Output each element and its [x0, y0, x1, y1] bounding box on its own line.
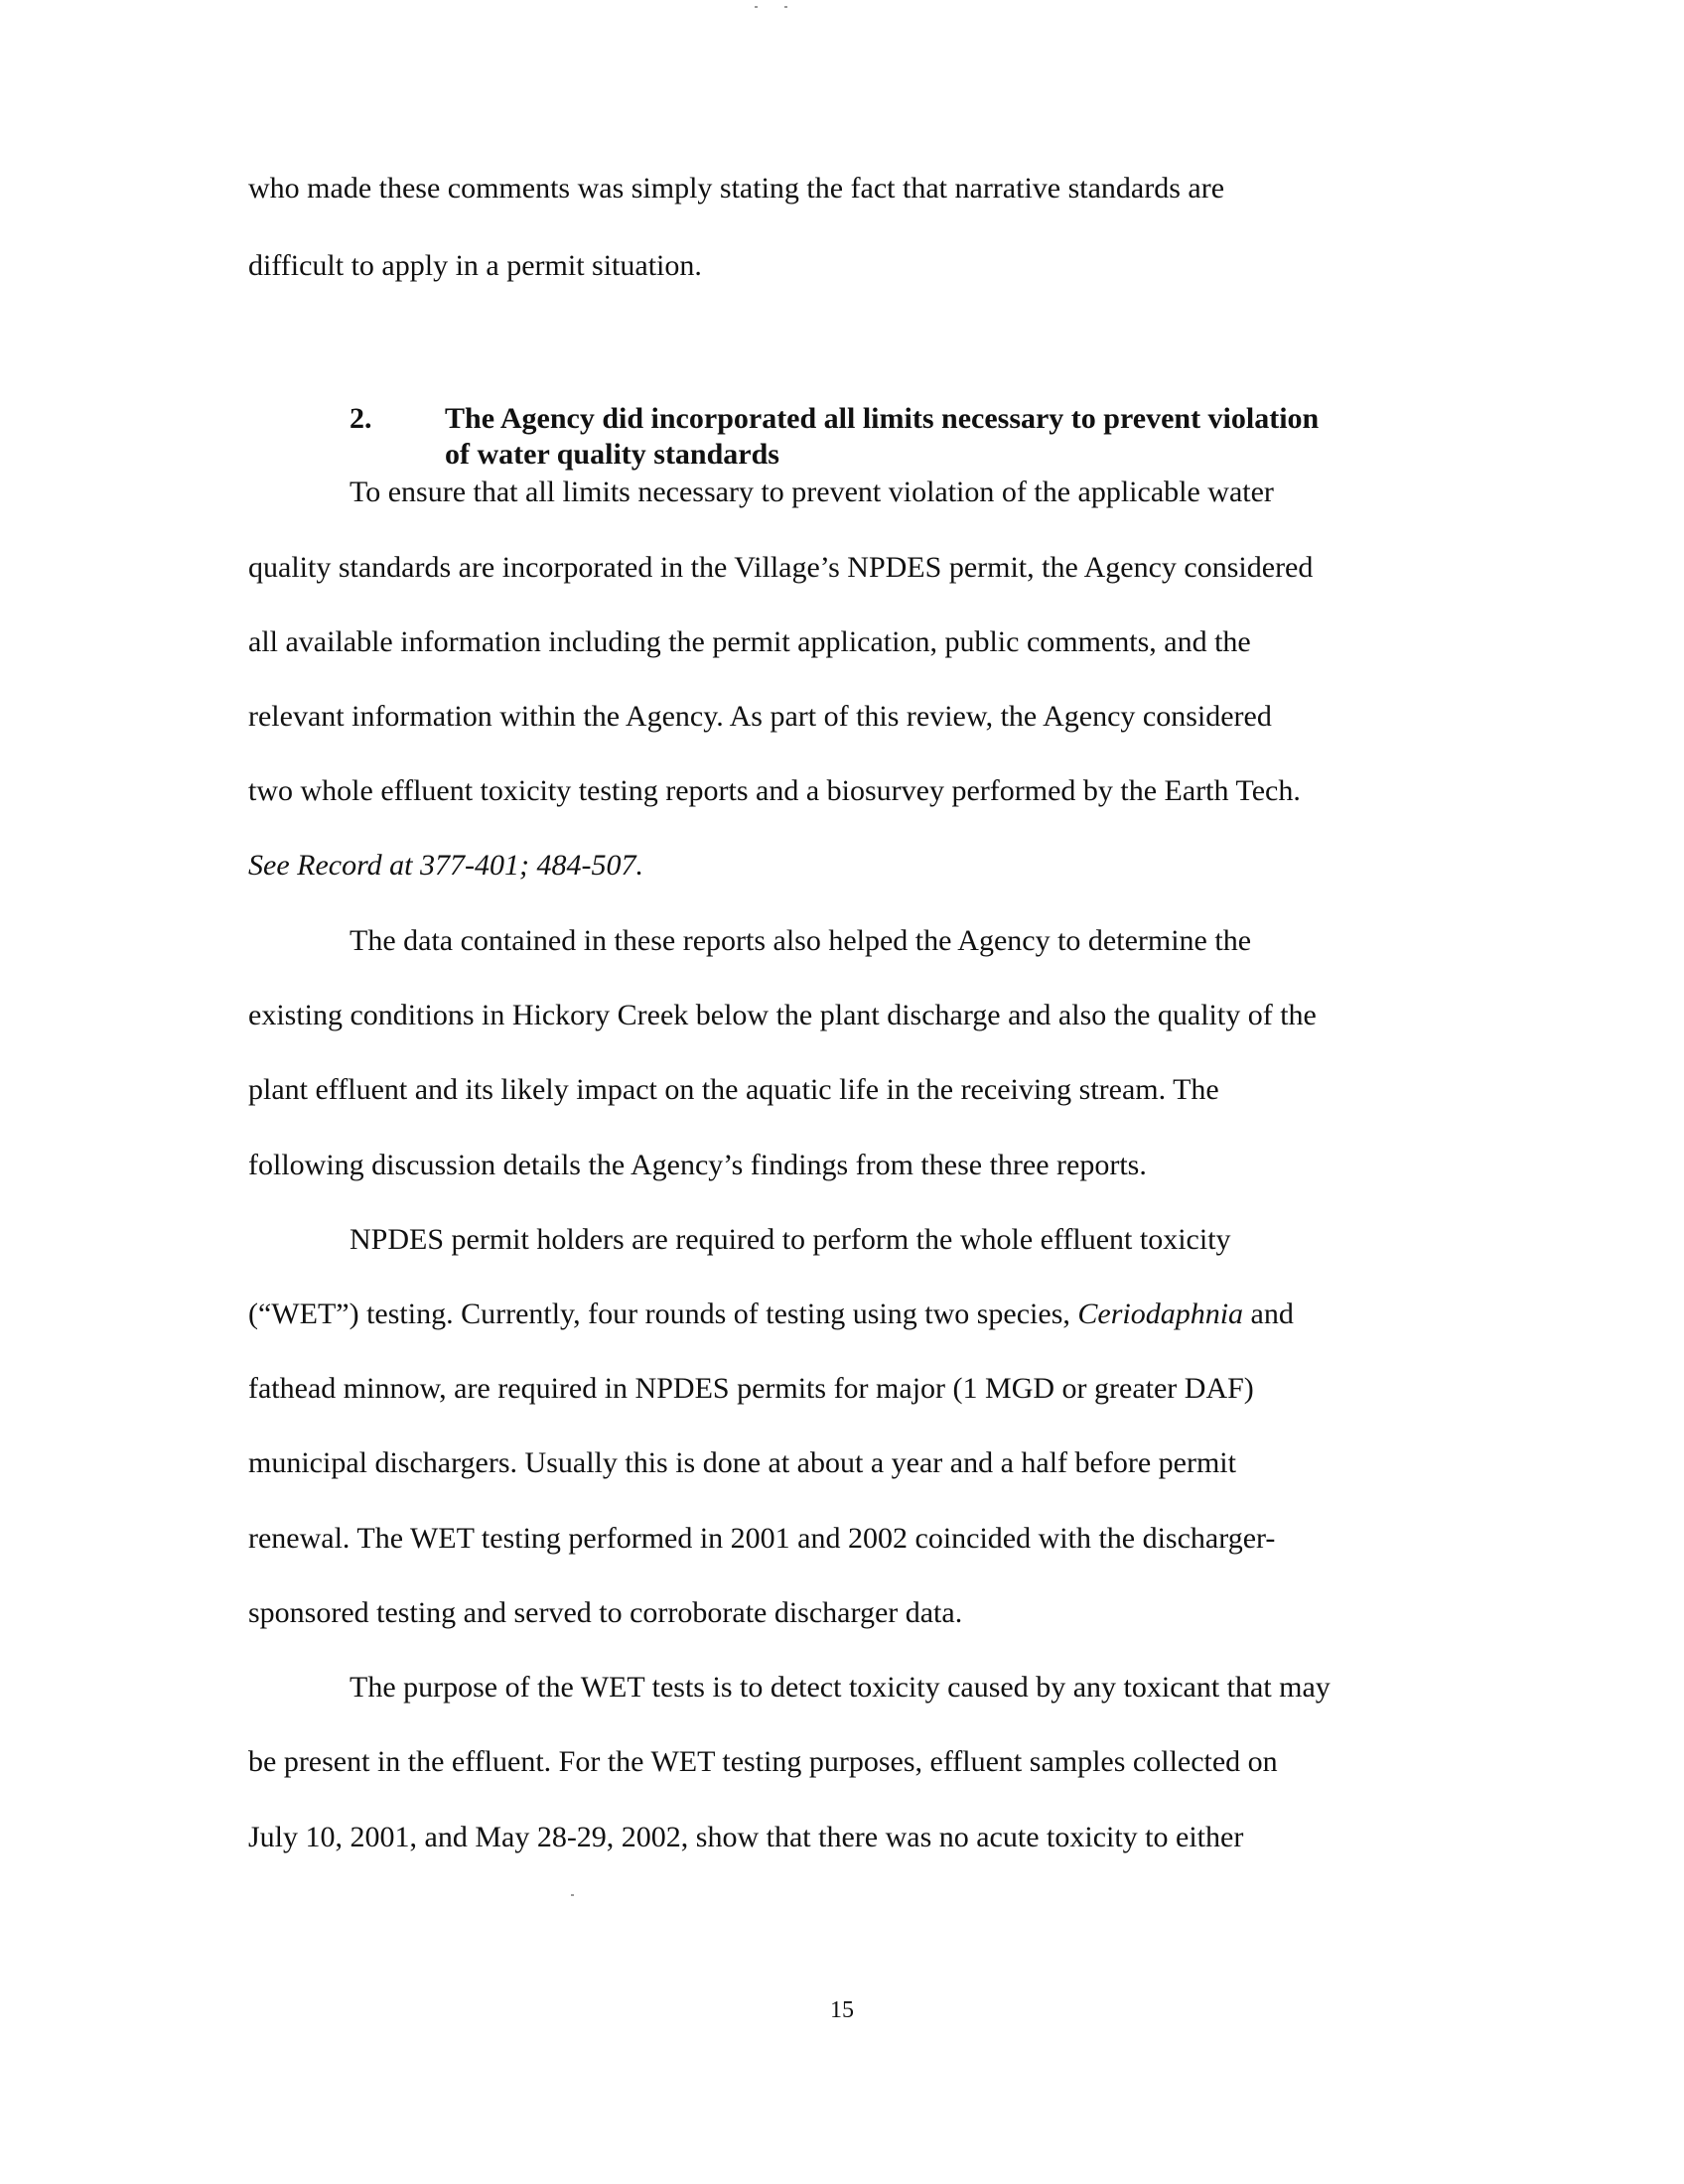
para1-line-4: relevant information within the Agency. As part of this review, the Agency considered: [248, 700, 1272, 733]
para3-line-4: municipal dischargers. Usually this is done at about a year and a half before permit: [248, 1446, 1236, 1479]
para1-line-3: all available information including the permit application, public comments, and the: [248, 625, 1251, 658]
para1-line-2: quality standards are incorporated in the Village’s NPDES permit, the Agency considered: [248, 551, 1314, 584]
para4-line-3: July 10, 2001, and May 28-29, 2002, show that there was no acute toxicity to either: [248, 1821, 1244, 1853]
scan-speck: [571, 1894, 574, 1896]
scan-speck: [784, 6, 787, 8]
species-name: Ceriodaphnia: [1077, 1297, 1244, 1330]
para3-line-6: sponsored testing and served to corroborate discharger data.: [248, 1596, 963, 1629]
record-citation: [248, 848, 643, 884]
para4-line-2: be present in the effluent. For the WET testing purposes, effluent samples collected on: [248, 1745, 1278, 1778]
para3-line-2-start: (“WET”) testing. Currently, four rounds of testing using two species,: [248, 1297, 1078, 1330]
para3-line-2-end: and: [1243, 1297, 1294, 1330]
scan-speck: [755, 6, 758, 8]
para2-line-1: The data contained in these reports also helped the Agency to determine the: [350, 924, 1252, 957]
record-citation-text: See Record at 377-401; 484-507.: [248, 849, 643, 882]
para2-line-4: following discussion details the Agency’s findings from these three reports.: [248, 1149, 1147, 1181]
para3-line-3: fathead minnow, are required in NPDES permits for major (1 MGD or greater DAF): [248, 1372, 1254, 1405]
para4-line-1: The purpose of the WET tests is to detect toxicity caused by any toxicant that may: [350, 1671, 1331, 1704]
section-heading-line-1: The Agency did incorporated all limits necessary to prevent violation: [445, 402, 1320, 435]
section-heading-line-2: of water quality standards: [445, 438, 779, 471]
para2-line-2: existing conditions in Hickory Creek below the plant discharge and also the quality of the: [248, 999, 1317, 1031]
page-number: 15: [830, 1997, 854, 2023]
section-number: 2.: [350, 402, 372, 435]
para3-line-5: renewal. The WET testing performed in 2001 and 2002 coincided with the discharger-: [248, 1522, 1276, 1555]
intro-line-2: difficult to apply in a permit situation.: [248, 249, 702, 282]
para3-line-2: [248, 1297, 1294, 1332]
para1-line-1: To ensure that all limits necessary to prevent violation of the applicable water: [350, 476, 1274, 508]
para3-line-1: NPDES permit holders are required to perform the whole effluent toxicity: [350, 1223, 1231, 1256]
para2-line-3: plant effluent and its likely impact on the aquatic life in the receiving stream. The: [248, 1073, 1219, 1106]
intro-line-1: who made these comments was simply stating the fact that narrative standards are: [248, 172, 1225, 205]
para1-line-5: two whole effluent toxicity testing reports and a biosurvey performed by the Earth Tech.: [248, 774, 1301, 807]
